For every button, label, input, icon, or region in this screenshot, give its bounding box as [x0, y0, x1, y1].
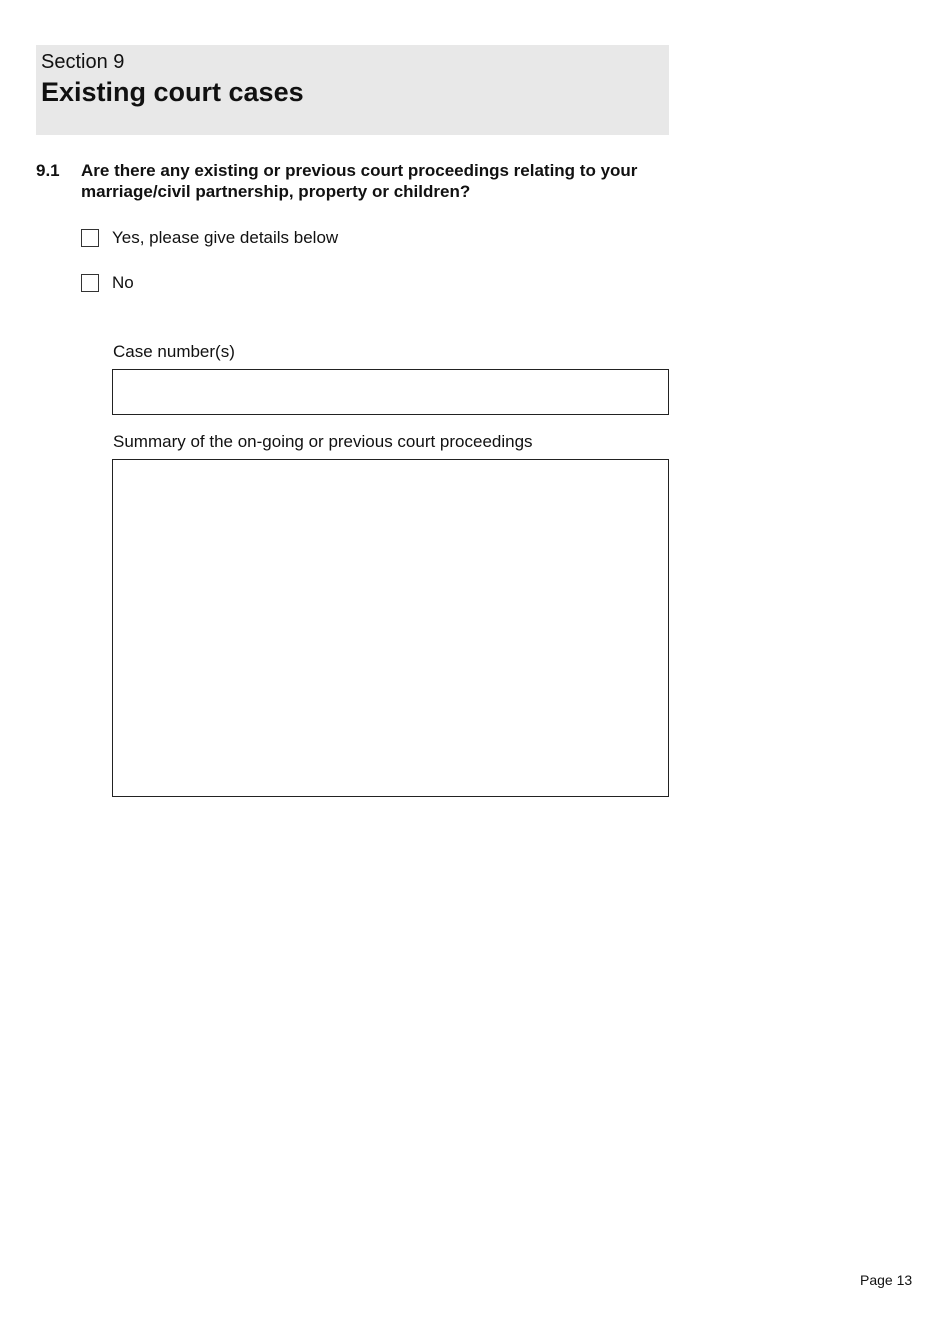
option-no[interactable]	[81, 273, 134, 293]
question-number: 9.1	[36, 161, 60, 180]
case-number-field[interactable]	[112, 369, 669, 415]
section-label: Section 9	[41, 51, 125, 73]
section-header	[36, 45, 669, 135]
summary-label: Summary of the on-going or previous court proceedings	[113, 432, 533, 451]
no-checkbox[interactable]	[81, 274, 99, 292]
summary-field[interactable]	[112, 459, 669, 797]
page-number: Page 13	[860, 1272, 913, 1288]
yes-checkbox[interactable]	[81, 229, 99, 247]
question-text: Are there any existing or previous court proceedings relating to your marriage/civil partnership, property or children?	[81, 161, 638, 201]
no-option-label: No	[112, 273, 134, 292]
yes-option-label: Yes, please give details below	[112, 228, 339, 247]
section-title: Existing court cases	[41, 77, 304, 107]
case-number-label: Case number(s)	[113, 342, 235, 361]
option-yes[interactable]	[81, 228, 338, 248]
